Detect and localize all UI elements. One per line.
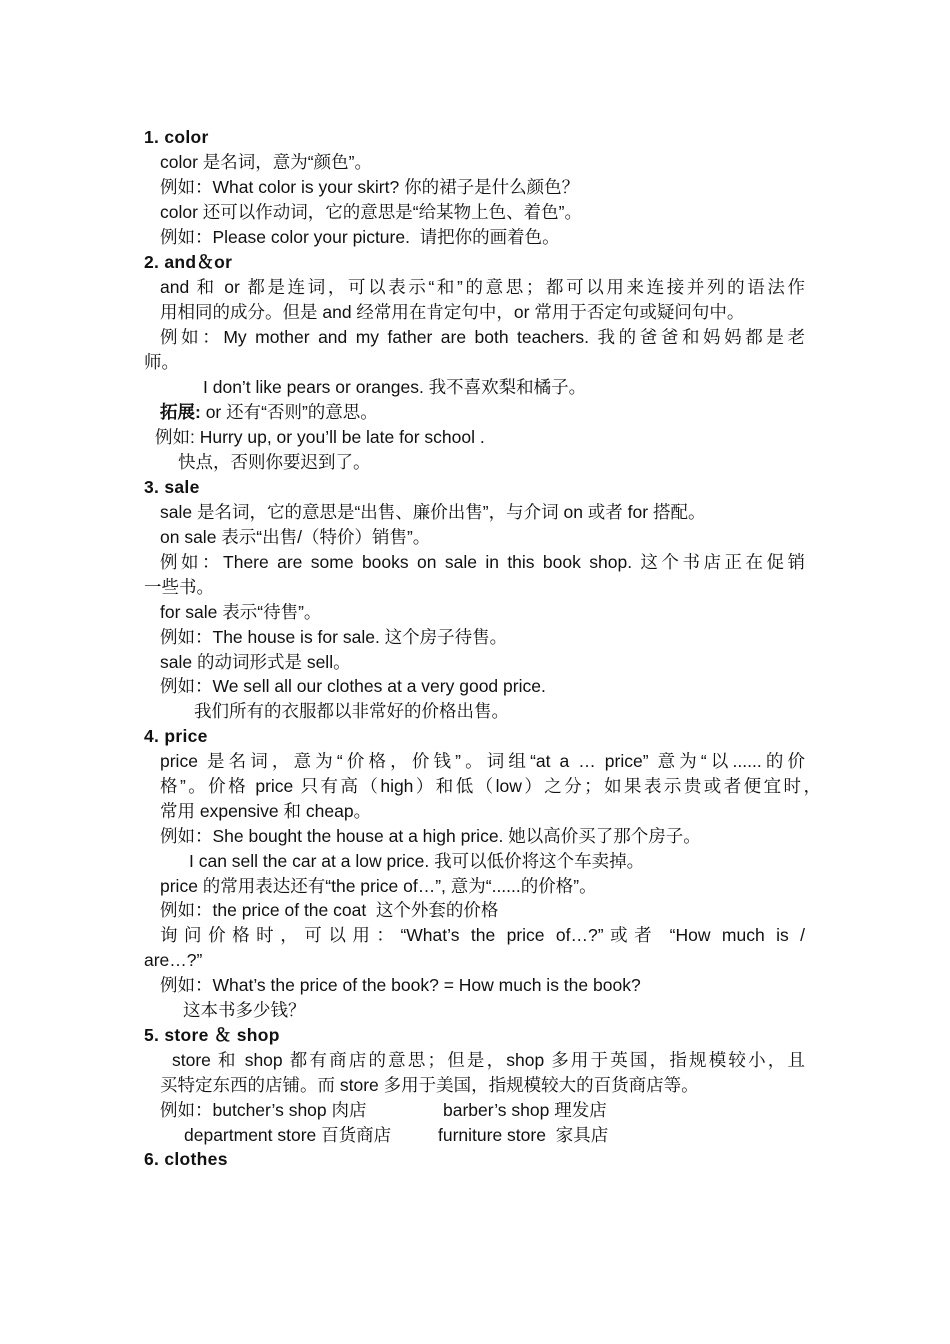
body-line: are…?” xyxy=(144,950,203,970)
body-line: store 和 shop 都有商店的意思；但是，shop 多用于英国，指规模较小，且 xyxy=(172,1050,805,1070)
body-line: 格”。价格 price 只有高（high）和低（low）之分；如果表示贵或者便宜时， xyxy=(160,776,821,796)
example-line: 例如：The house is for sale. 这个房子待售。 xyxy=(160,627,508,647)
body-line: on sale 表示“出售/（特价）销售”。 xyxy=(160,527,431,547)
section-heading-price: 4. price xyxy=(144,726,208,746)
body-line: and 和 or 都是连词，可以表示“和”的意思；都可以用来连接并列的语法作 xyxy=(160,277,805,297)
example-line: 例如：She bought the house at a high price. 她以高价买了那个房子。 xyxy=(160,826,701,846)
section-heading-store-shop: 5. store ＆ shop xyxy=(144,1025,280,1045)
section-heading-sale: 3. sale xyxy=(144,477,200,497)
example-line: department store 百货商店 xyxy=(184,1125,392,1145)
section-heading-and-or: 2. and＆or xyxy=(144,252,233,272)
section-heading-clothes: 6. clothes xyxy=(144,1149,228,1169)
translation-line: 快点，否则你要迟到了。 xyxy=(178,452,371,472)
example-line: 例如：There are some books on sale in this book shop. 这个书店正在促销 xyxy=(160,552,805,572)
body-line: color 还可以作动词，它的意思是“给某物上色、着色”。 xyxy=(160,202,582,222)
extension-label: 拓展: xyxy=(160,402,201,422)
example-line: 例如：We sell all our clothes at a very good price. xyxy=(160,676,546,696)
extension-text: or 还有“否则”的意思。 xyxy=(205,402,378,422)
body-line: 买特定东西的店铺。而 store 多用于美国，指规模较大的百货商店等。 xyxy=(160,1075,699,1095)
example-line: 例如：What color is your skirt? 你的裙子是什么颜色？ xyxy=(160,177,580,197)
translation-line: 我们所有的衣服都以非常好的价格出售。 xyxy=(194,701,509,721)
example-line: 例如：My mother and my father are both teachers. 我的爸爸和妈妈都是老 xyxy=(160,327,805,347)
example-line: 例如：What’s the price of the book? = How much is the book? xyxy=(160,975,641,995)
section-heading-color: 1. color xyxy=(144,127,209,147)
example-line: 例如：the price of the coat 这个外套的价格 xyxy=(160,900,499,920)
extension-line xyxy=(160,400,378,424)
body-line: 询问价格时，可以用：“What’s the price of…?”或者 “How much is / xyxy=(160,925,805,945)
example-line: 例如: Hurry up, or you’ll be late for school . xyxy=(155,427,485,447)
body-line: price 的常用表达还有“the price of…”, 意为“......的价格”。 xyxy=(160,876,597,896)
example-line: I can sell the car at a low price. 我可以低价将这个车卖掉。 xyxy=(189,851,645,871)
body-line: 用相同的成分。但是 and 经常用在肯定句中，or 常用于否定句或疑问句中。 xyxy=(160,302,745,322)
body-line: sale 的动词形式是 sell。 xyxy=(160,652,351,672)
example-line: furniture store 家具店 xyxy=(438,1125,609,1145)
body-line: price 是名词，意为“价格，价钱”。词组“at a … price” 意为“以......的价 xyxy=(160,751,805,771)
body-line: color 是名词，意为“颜色”。 xyxy=(160,152,372,172)
translation-line: 这本书多少钱？ xyxy=(183,1000,306,1020)
example-line: 例如：butcher’s shop 肉店 xyxy=(160,1100,367,1120)
body-line: 常用 expensive 和 cheap。 xyxy=(160,801,372,821)
example-line: 例如：Please color your picture. 请把你的画着色。 xyxy=(160,227,560,247)
body-line: 一些书。 xyxy=(144,577,214,597)
example-line: barber’s shop 理发店 xyxy=(443,1100,607,1120)
body-line: sale 是名词，它的意思是“出售、廉价出售”，与介词 on 或者 for 搭配。 xyxy=(160,502,706,522)
example-line: I don’t like pears or oranges. 我不喜欢梨和橘子。 xyxy=(203,377,587,397)
body-line: for sale 表示“待售”。 xyxy=(160,602,322,622)
body-line: 师。 xyxy=(144,352,179,372)
